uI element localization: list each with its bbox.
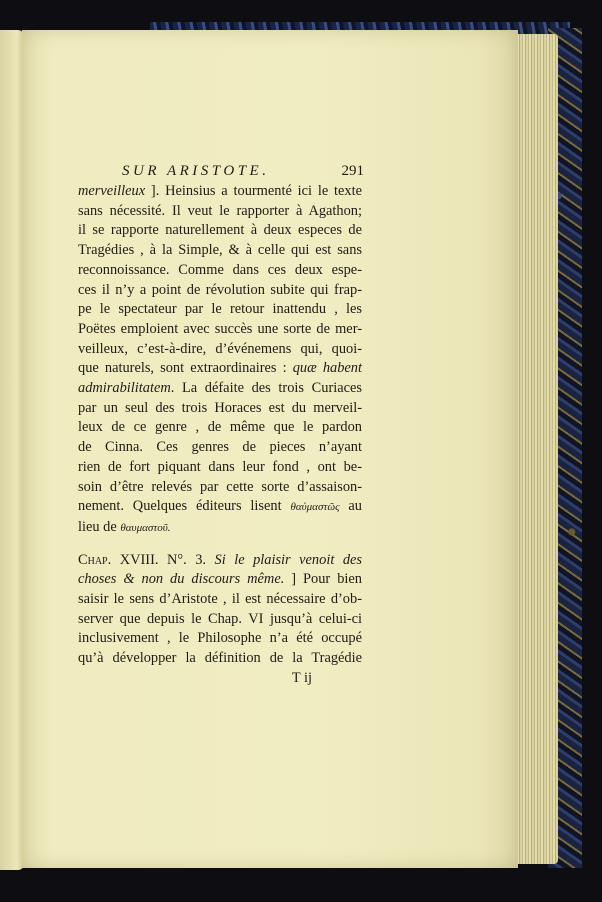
text-line: saisir le sens d’Aristote , il est nécessaire d’ob-: [78, 591, 362, 608]
greek-word: θαύμαστῶς: [290, 501, 340, 514]
signature-mark: T ij: [291, 669, 312, 686]
text-line: merveilleux ]. Heinsius a tourmenté ici le texte: [78, 183, 362, 199]
facing-page-edge: [0, 30, 24, 870]
running-title: SUR ARISTOTE.: [122, 163, 270, 179]
text-line: pe le spectateur par le retour inattendu , les: [78, 301, 362, 318]
text-line: que naturels, sont extraordinaires : quæ habent: [78, 360, 362, 377]
text-line: sans nécessité. Il veut le rapporter à Agathon;: [78, 202, 362, 219]
page-number: 291: [341, 163, 364, 179]
page-text: [78, 160, 362, 689]
text-line: par un seul des trois Horaces est du merveil-: [78, 399, 362, 416]
text-line: veilleux, c’est-à-dire, d’événemens qui, quoi-: [78, 340, 362, 357]
text-line: leux de ce genre , de même que le pardon: [78, 419, 362, 436]
text-line: Poëtes emploient avec succès une sorte de mer-: [78, 320, 362, 337]
chapter-line: Chap. XVIII. N°. 3. Si le plaisir venoit des: [78, 551, 362, 568]
text-line: admirabilitatem. La défaite des trois Curiaces: [78, 380, 362, 397]
text-line: choses & non du discours même. ] Pour bien: [78, 571, 362, 588]
text-line: lieu de θαυμαστοῦ.: [78, 518, 171, 535]
text-line: server que depuis le Chap. VI jusqu’à celui-ci: [78, 610, 362, 627]
greek-word: θαυμαστοῦ.: [120, 521, 171, 534]
page-header: [78, 160, 362, 182]
text-line: de Cinna. Ces genres de pieces n’ayant: [78, 439, 362, 456]
paragraph-2: [78, 590, 362, 669]
text-line: il se rapporte naturellement à deux especes de: [78, 222, 362, 239]
text-line: rien de fort piquant dans leur fond , ont be-: [78, 458, 362, 475]
text-line: inclusivement , le Philosophe n’a été occupé: [78, 630, 362, 647]
text-line: ces il n’y a point de révolution subite qui frap-: [78, 281, 362, 298]
page-edges: [514, 34, 558, 864]
paragraph-1: [78, 182, 362, 497]
text-line: reconnoissance. Comme dans ces deux espe-: [78, 261, 362, 278]
text-line: qu’à développer la définition de la Tragédie: [78, 650, 362, 667]
text-line: Tragédies , à la Simple, & à celle qui est sans: [78, 242, 362, 259]
text-line: soin d’être relevés par cette sorte d’assaison-: [78, 478, 362, 495]
text-line: nement. Quelques éditeurs lisent θαύμαστῶς au: [78, 498, 362, 515]
chapter-label: Chap. XVIII. N°. 3.: [78, 551, 206, 568]
